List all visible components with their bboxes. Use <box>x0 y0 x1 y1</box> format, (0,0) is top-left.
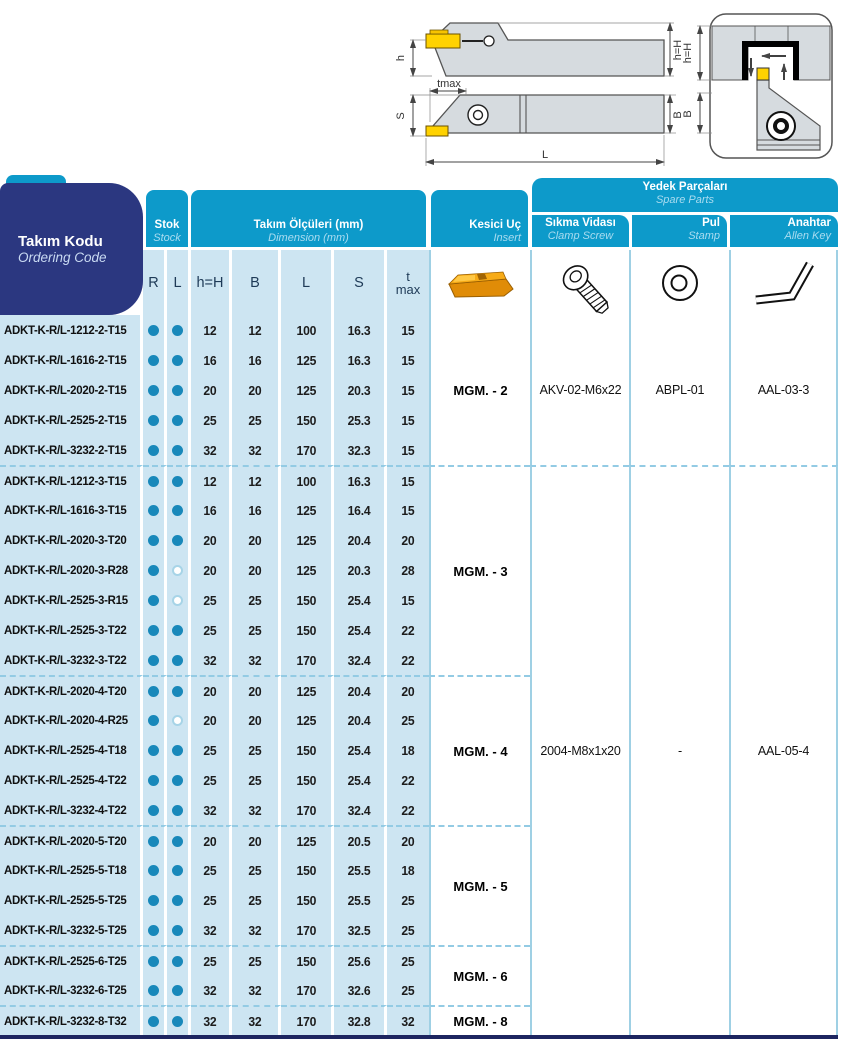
stock-r-dot <box>148 985 159 996</box>
dim-S-cell: 20.4 <box>334 675 387 705</box>
stock-r-cell <box>143 405 167 435</box>
dim-S-cell: 16.3 <box>334 345 387 375</box>
stock-r-dot <box>148 476 159 487</box>
dim-hH-cell: 20 <box>191 555 232 585</box>
insert-yellow-front <box>757 68 769 80</box>
stock-l-cell <box>167 885 191 915</box>
dim-B-cell: 25 <box>232 615 281 645</box>
dim-hH-cell: 32 <box>191 1005 232 1035</box>
stock-l-dot <box>172 745 183 756</box>
stock-r-cell <box>143 495 167 525</box>
dim-B-cell: 25 <box>232 945 281 975</box>
stock-r-cell <box>143 795 167 825</box>
code-cell: ADKT-K-R/L-2525-5-T25 <box>0 885 143 915</box>
stock-l-dot <box>172 836 183 847</box>
dim-B-cell: 20 <box>232 555 281 585</box>
stock-l-cell <box>167 945 191 975</box>
code-cell: ADKT-K-R/L-2525-3-T22 <box>0 615 143 645</box>
dim-S-cell: 20.4 <box>334 705 387 735</box>
dim-hH-cell: 20 <box>191 705 232 735</box>
dim-t-cell: 15 <box>387 465 429 495</box>
insert-header: Kesici Uç Insert <box>431 190 528 247</box>
dim-hH-cell: 20 <box>191 825 232 855</box>
dim-L-cell: 125 <box>281 375 334 405</box>
dim-hH-cell: 25 <box>191 405 232 435</box>
dim-hH-cell: 25 <box>191 885 232 915</box>
stock-l-dot <box>172 325 183 336</box>
stock-l-cell <box>167 795 191 825</box>
dim-S-cell: 25.4 <box>334 615 387 645</box>
dim-hH-cell: 16 <box>191 345 232 375</box>
dim-t-cell: 15 <box>387 345 429 375</box>
spare-washer-cell: ABPL-01 <box>629 315 729 465</box>
dim-B-cell: 25 <box>232 855 281 885</box>
ordering-code-header <box>0 183 143 315</box>
stock-l-dot <box>172 1016 183 1027</box>
dim-t-cell: 18 <box>387 735 429 765</box>
dim-hH-cell: 32 <box>191 435 232 465</box>
dim-t-cell: 15 <box>387 405 429 435</box>
dim-B-cell: 12 <box>232 465 281 495</box>
stock-l-dot <box>172 775 183 786</box>
dim-hH-cell: 25 <box>191 945 232 975</box>
dim-L-cell: 125 <box>281 555 334 585</box>
dim-B-cell: 32 <box>232 645 281 675</box>
stock-l-dot <box>172 865 183 876</box>
dim-t-cell: 25 <box>387 705 429 735</box>
dim-S-cell: 32.8 <box>334 1005 387 1035</box>
stock-l-dot <box>172 505 183 516</box>
code-cell: ADKT-K-R/L-1212-2-T15 <box>0 315 143 345</box>
dim-B-cell: 20 <box>232 675 281 705</box>
stock-l-dot <box>172 956 183 967</box>
dim-label-B: B <box>672 111 684 119</box>
stock-r-dot <box>148 805 159 816</box>
dim-label-hH-front: h=H <box>682 42 694 64</box>
stock-l-cell <box>167 495 191 525</box>
stock-r-dot <box>148 925 159 936</box>
dim-L-cell: 170 <box>281 645 334 675</box>
insert-group-cell: MGM. - 5 <box>429 825 530 945</box>
dim-t-cell: 22 <box>387 645 429 675</box>
stock-r-dot <box>148 415 159 426</box>
dim-t-cell: 15 <box>387 375 429 405</box>
dim-L-cell: 100 <box>281 465 334 495</box>
dim-S-cell: 16.3 <box>334 315 387 345</box>
stock-l-cell <box>167 435 191 465</box>
code-cell: ADKT-K-R/L-1212-3-T15 <box>0 465 143 495</box>
dim-t-cell: 25 <box>387 915 429 945</box>
dim-B-cell: 25 <box>232 765 281 795</box>
dim-B-cell: 32 <box>232 915 281 945</box>
stock-l-cell <box>167 585 191 615</box>
dim-t-cell: 15 <box>387 495 429 525</box>
stock-r-cell <box>143 375 167 405</box>
dim-label-L: L <box>541 149 549 161</box>
code-cell: ADKT-K-R/L-1616-2-T15 <box>0 345 143 375</box>
stock-l-cell <box>167 705 191 735</box>
dim-B-cell: 25 <box>232 585 281 615</box>
dim-t-cell: 25 <box>387 975 429 1005</box>
insert-group-cell: MGM. - 2 <box>429 315 530 465</box>
stock-l-cell <box>167 615 191 645</box>
dim-hH-cell: 25 <box>191 585 232 615</box>
dim-L-cell: 150 <box>281 855 334 885</box>
stock-r-cell <box>143 525 167 555</box>
code-cell: ADKT-K-R/L-1616-3-T15 <box>0 495 143 525</box>
dim-B-cell: 25 <box>232 405 281 435</box>
dim-L-cell: 125 <box>281 345 334 375</box>
dim-L-cell: 170 <box>281 435 334 465</box>
dim-hH-cell: 25 <box>191 855 232 885</box>
dim-L-cell: 150 <box>281 585 334 615</box>
dim-L-cell: 150 <box>281 945 334 975</box>
dim-B-cell: 20 <box>232 705 281 735</box>
stock-l-dot <box>172 535 183 546</box>
stock-l-cell <box>167 375 191 405</box>
dim-t-cell: 15 <box>387 435 429 465</box>
stock-r-cell <box>143 645 167 675</box>
dim-B-cell: 20 <box>232 375 281 405</box>
stock-r-dot <box>148 836 159 847</box>
code-cell: ADKT-K-R/L-3232-4-T22 <box>0 795 143 825</box>
dim-B-cell: 16 <box>232 495 281 525</box>
stock-r-cell <box>143 945 167 975</box>
dim-t-cell: 32 <box>387 1005 429 1035</box>
dim-S-cell: 20.3 <box>334 375 387 405</box>
stock-r-cell <box>143 585 167 615</box>
dim-hH-cell: 20 <box>191 375 232 405</box>
stock-r-dot <box>148 775 159 786</box>
spare-washer-cell: - <box>629 465 729 1035</box>
stock-r-dot <box>148 655 159 666</box>
dim-S-cell: 16.3 <box>334 465 387 495</box>
dim-t-cell: 20 <box>387 675 429 705</box>
dim-L-cell: 125 <box>281 675 334 705</box>
stock-r-dot <box>148 895 159 906</box>
stock-r-dot <box>148 445 159 456</box>
insert-photo-cell <box>429 250 530 315</box>
dim-L-cell: 170 <box>281 795 334 825</box>
dim-L-cell: 125 <box>281 825 334 855</box>
dim-t-cell: 22 <box>387 765 429 795</box>
stock-l-dot <box>172 895 183 906</box>
col-header-tmax: t max <box>387 250 429 315</box>
stock-r-cell <box>143 675 167 705</box>
dim-L-cell: 170 <box>281 975 334 1005</box>
stock-l-cell <box>167 675 191 705</box>
allen-key-icon <box>742 254 826 312</box>
stock-l-dot <box>172 445 183 456</box>
spare-clamp_screw-cell: AKV-02-M6x22 <box>530 315 629 465</box>
stock-r-dot <box>148 715 159 726</box>
stock-r-dot <box>148 865 159 876</box>
technical-drawings <box>0 0 841 175</box>
stock-l-dot <box>172 565 183 576</box>
stock-r-cell <box>143 885 167 915</box>
stock-header: Stok Stock <box>146 190 188 247</box>
col-header-L: L <box>281 250 334 315</box>
code-cell: ADKT-K-R/L-3232-6-T25 <box>0 975 143 1005</box>
code-cell: ADKT-K-R/L-2020-3-R28 <box>0 555 143 585</box>
dim-S-cell: 20.4 <box>334 525 387 555</box>
stock-l-dot <box>172 686 183 697</box>
drawing-side-view-top <box>395 23 684 76</box>
insert-yellow-top <box>426 34 460 48</box>
clamp-screw-icon-cell <box>530 250 629 315</box>
dim-t-cell: 20 <box>387 525 429 555</box>
stock-l-cell <box>167 735 191 765</box>
washer-icon-cell <box>629 250 729 315</box>
dim-B-cell: 32 <box>232 975 281 1005</box>
stock-l-dot <box>172 925 183 936</box>
stock-r-dot <box>148 1016 159 1027</box>
code-cell: ADKT-K-R/L-2525-4-T22 <box>0 765 143 795</box>
col-header-S: S <box>334 250 387 315</box>
dim-B-cell: 25 <box>232 735 281 765</box>
dim-label-S: S <box>395 112 407 120</box>
code-cell: ADKT-K-R/L-2525-2-T15 <box>0 405 143 435</box>
ordering-code-label-tr: Takım Kodu <box>18 233 103 250</box>
dim-hH-cell: 12 <box>191 465 232 495</box>
stock-r-dot <box>148 956 159 967</box>
stock-l-cell <box>167 525 191 555</box>
dim-S-cell: 25.4 <box>334 765 387 795</box>
stock-r-cell <box>143 735 167 765</box>
stock-r-cell <box>143 465 167 495</box>
stock-r-cell <box>143 765 167 795</box>
catalog-table <box>0 250 838 1039</box>
dim-L-cell: 125 <box>281 495 334 525</box>
dim-label-h: h <box>395 54 407 62</box>
dim-hH-cell: 25 <box>191 765 232 795</box>
code-cell: ADKT-K-R/L-2020-4-R25 <box>0 705 143 735</box>
stock-r-cell <box>143 855 167 885</box>
stock-l-dot <box>172 655 183 666</box>
dim-hH-cell: 32 <box>191 915 232 945</box>
dim-S-cell: 25.5 <box>334 885 387 915</box>
dim-label-hH: h=H <box>672 39 684 61</box>
insert-group-cell: MGM. - 3 <box>429 465 530 675</box>
code-cell: ADKT-K-R/L-3232-2-T15 <box>0 435 143 465</box>
dim-t-cell: 25 <box>387 945 429 975</box>
stock-l-cell <box>167 315 191 345</box>
stock-r-cell <box>143 705 167 735</box>
stock-r-dot <box>148 595 159 606</box>
stock-l-cell <box>167 765 191 795</box>
stock-l-dot <box>172 385 183 396</box>
dim-L-cell: 125 <box>281 525 334 555</box>
stock-r-cell <box>143 1005 167 1035</box>
dim-S-cell: 20.3 <box>334 555 387 585</box>
dim-label-B-front: B <box>682 110 694 118</box>
allen-key-icon-cell <box>729 250 838 315</box>
dim-t-cell: 15 <box>387 315 429 345</box>
stock-r-dot <box>148 325 159 336</box>
dim-B-cell: 25 <box>232 885 281 915</box>
dim-L-cell: 100 <box>281 315 334 345</box>
dim-t-cell: 15 <box>387 585 429 615</box>
stock-l-dot <box>172 476 183 487</box>
stock-r-cell <box>143 315 167 345</box>
spare-clamp_screw-cell: 2004-M8x1x20 <box>530 465 629 1035</box>
clamp-screw-icon <box>541 252 621 314</box>
dim-hH-cell: 32 <box>191 795 232 825</box>
col-header-r: R <box>143 250 167 315</box>
dim-L-cell: 170 <box>281 1005 334 1035</box>
dim-S-cell: 32.4 <box>334 645 387 675</box>
clamp-screw-header: Sıkma Vidası Clamp Screw <box>532 215 629 247</box>
code-cell: ADKT-K-R/L-2525-5-T18 <box>0 855 143 885</box>
dim-S-cell: 16.4 <box>334 495 387 525</box>
col-header-B: B <box>232 250 281 315</box>
code-cell: ADKT-K-R/L-2020-5-T20 <box>0 825 143 855</box>
dim-S-cell: 32.5 <box>334 915 387 945</box>
dim-hH-cell: 20 <box>191 675 232 705</box>
insert-yellow-bottom <box>426 126 448 136</box>
dim-B-cell: 32 <box>232 435 281 465</box>
stock-l-cell <box>167 345 191 375</box>
dim-L-cell: 170 <box>281 915 334 945</box>
dim-B-cell: 32 <box>232 1005 281 1035</box>
dim-B-cell: 16 <box>232 345 281 375</box>
stock-l-cell <box>167 1005 191 1035</box>
dim-L-cell: 125 <box>281 705 334 735</box>
dim-L-cell: 150 <box>281 765 334 795</box>
dim-S-cell: 32.6 <box>334 975 387 1005</box>
stock-l-cell <box>167 405 191 435</box>
spare-parts-header: Yedek Parçaları Spare Parts <box>532 178 838 212</box>
dim-t-cell: 22 <box>387 795 429 825</box>
dim-hH-cell: 25 <box>191 735 232 765</box>
stock-r-dot <box>148 535 159 546</box>
code-cell: ADKT-K-R/L-2020-2-T15 <box>0 375 143 405</box>
code-cell: ADKT-K-R/L-2525-6-T25 <box>0 945 143 975</box>
insert-group-cell: MGM. - 8 <box>429 1005 530 1035</box>
drawing-front-view <box>682 14 832 158</box>
dim-S-cell: 32.3 <box>334 435 387 465</box>
dim-B-cell: 20 <box>232 825 281 855</box>
stock-l-dot <box>172 985 183 996</box>
stock-l-dot <box>172 715 183 726</box>
stock-r-cell <box>143 915 167 945</box>
spare-allen_key-cell: AAL-03-3 <box>729 315 838 465</box>
stock-r-dot <box>148 385 159 396</box>
stock-r-cell <box>143 825 167 855</box>
ordering-code-label-en: Ordering Code <box>18 250 107 265</box>
code-cell: ADKT-K-R/L-2525-3-R15 <box>0 585 143 615</box>
dim-S-cell: 25.6 <box>334 945 387 975</box>
drawing-side-view-bottom <box>395 78 684 166</box>
dim-t-cell: 20 <box>387 825 429 855</box>
insert-photo <box>444 264 518 302</box>
stock-r-dot <box>148 745 159 756</box>
dim-B-cell: 20 <box>232 525 281 555</box>
dim-t-cell: 22 <box>387 615 429 645</box>
dim-hH-cell: 12 <box>191 315 232 345</box>
stock-l-dot <box>172 595 183 606</box>
stock-r-dot <box>148 355 159 366</box>
stock-l-cell <box>167 555 191 585</box>
col-header-hH: h=H <box>191 250 232 315</box>
dim-label-tmax: tmax <box>437 78 461 90</box>
stock-r-cell <box>143 975 167 1005</box>
stock-r-cell <box>143 345 167 375</box>
dim-S-cell: 25.4 <box>334 585 387 615</box>
stock-r-cell <box>143 615 167 645</box>
stock-l-dot <box>172 415 183 426</box>
stock-l-cell <box>167 855 191 885</box>
code-cell: ADKT-K-R/L-3232-5-T25 <box>0 915 143 945</box>
stock-r-dot <box>148 686 159 697</box>
dim-L-cell: 150 <box>281 735 334 765</box>
dimensions-header: Takım Ölçüleri (mm) Dimension (mm) <box>191 190 426 247</box>
code-cell: ADKT-K-R/L-3232-3-T22 <box>0 645 143 675</box>
stock-l-cell <box>167 975 191 1005</box>
washer-icon <box>650 253 710 313</box>
stock-l-cell <box>167 645 191 675</box>
code-cell: ADKT-K-R/L-3232-8-T32 <box>0 1005 143 1035</box>
dim-S-cell: 25.5 <box>334 855 387 885</box>
table-header <box>0 175 841 265</box>
dim-S-cell: 25.4 <box>334 735 387 765</box>
dim-L-cell: 150 <box>281 615 334 645</box>
dim-B-cell: 32 <box>232 795 281 825</box>
spare-allen_key-cell: AAL-05-4 <box>729 465 838 1035</box>
stock-l-dot <box>172 625 183 636</box>
dim-S-cell: 32.4 <box>334 795 387 825</box>
stock-l-dot <box>172 805 183 816</box>
stock-l-cell <box>167 465 191 495</box>
dim-hH-cell: 20 <box>191 525 232 555</box>
dim-t-cell: 25 <box>387 885 429 915</box>
allen-key-header: Anahtar Allen Key <box>730 215 838 247</box>
code-cell: ADKT-K-R/L-2020-4-T20 <box>0 675 143 705</box>
dim-t-cell: 18 <box>387 855 429 885</box>
stock-r-cell <box>143 435 167 465</box>
stock-r-dot <box>148 625 159 636</box>
stock-l-dot <box>172 355 183 366</box>
washer-header: Pul Stamp <box>632 215 727 247</box>
dim-L-cell: 150 <box>281 405 334 435</box>
code-cell: ADKT-K-R/L-2020-3-T20 <box>0 525 143 555</box>
insert-group-cell: MGM. - 4 <box>429 675 530 825</box>
dim-L-cell: 150 <box>281 885 334 915</box>
dim-S-cell: 25.3 <box>334 405 387 435</box>
dim-hH-cell: 25 <box>191 615 232 645</box>
stock-r-dot <box>148 505 159 516</box>
code-cell: ADKT-K-R/L-2525-4-T18 <box>0 735 143 765</box>
stock-r-cell <box>143 555 167 585</box>
dim-B-cell: 12 <box>232 315 281 345</box>
stock-l-cell <box>167 915 191 945</box>
dim-t-cell: 28 <box>387 555 429 585</box>
dim-hH-cell: 16 <box>191 495 232 525</box>
col-header-l: L <box>167 250 191 315</box>
stock-l-cell <box>167 825 191 855</box>
dim-hH-cell: 32 <box>191 975 232 1005</box>
dim-hH-cell: 32 <box>191 645 232 675</box>
insert-group-cell: MGM. - 6 <box>429 945 530 1005</box>
dim-S-cell: 20.5 <box>334 825 387 855</box>
stock-r-dot <box>148 565 159 576</box>
